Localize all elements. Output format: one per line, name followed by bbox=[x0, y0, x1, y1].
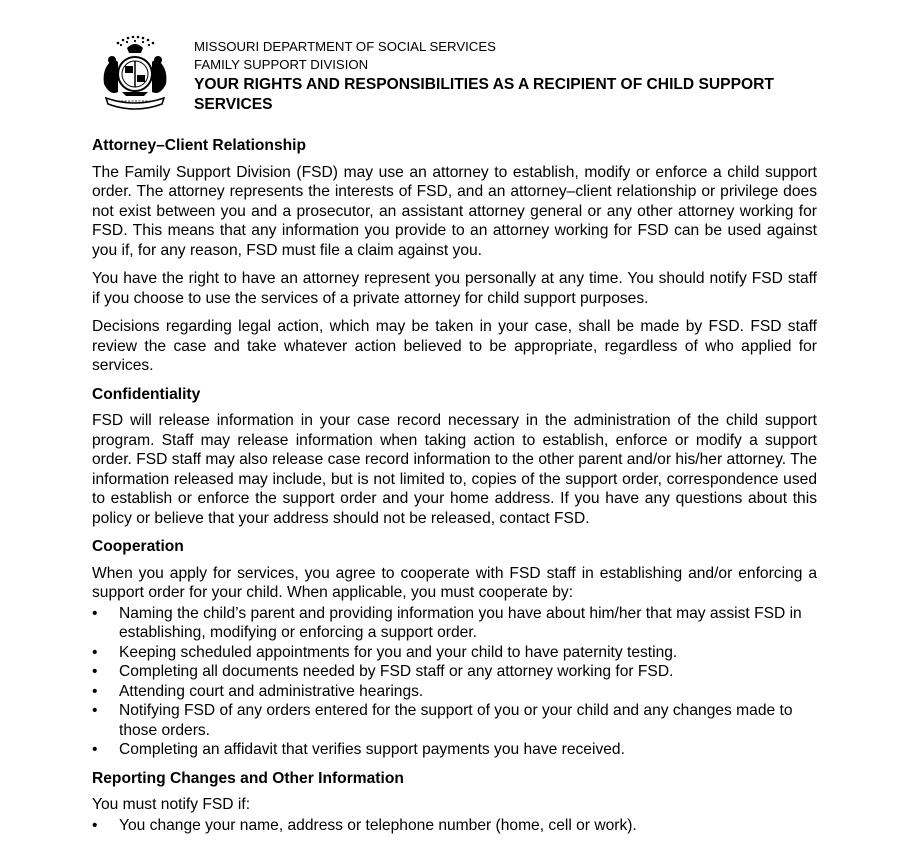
document-body bbox=[92, 136, 817, 844]
document-title: YOUR RIGHTS AND RESPONSIBILITIES AS A RECIPIENT OF CHILD SUPPORT SERVICES bbox=[194, 76, 774, 113]
bullet-icon: • bbox=[92, 682, 98, 700]
list-item bbox=[92, 682, 817, 702]
list-item bbox=[92, 643, 817, 663]
bullet-icon: • bbox=[92, 643, 98, 661]
bullet-icon: • bbox=[92, 604, 98, 622]
bullet-icon: • bbox=[92, 702, 98, 719]
bullet-icon: • bbox=[92, 741, 98, 758]
cooperation-list bbox=[92, 604, 817, 760]
reporting-list bbox=[92, 816, 817, 836]
section-heading-attorney: Attorney–Client Relationship bbox=[92, 137, 307, 154]
section-heading-reporting: Reporting Changes and Other Information bbox=[92, 769, 404, 787]
section-heading-cooperation: Cooperation bbox=[92, 538, 184, 555]
list-item bbox=[92, 662, 817, 682]
bullet-icon: • bbox=[92, 663, 98, 680]
list-item-text: Attending court and administrative hearings. bbox=[119, 682, 424, 700]
cooperation-intro: When you apply for services, you agree to cooperate with FSD staff in establishing and/or enforcing a support order for your child. When applicable, you must cooperate by: bbox=[92, 564, 817, 601]
missouri-state-seal-icon bbox=[100, 34, 170, 112]
list-item bbox=[92, 816, 817, 836]
division-name: FAMILY SUPPORT DIVISION bbox=[194, 56, 369, 72]
list-item-text: Notifying FSD of any orders entered for the support of you or your child and any changes made to those orders. bbox=[119, 702, 793, 739]
list-item bbox=[92, 604, 817, 643]
list-item bbox=[92, 701, 817, 740]
attorney-paragraph-1: The Family Support Division (FSD) may use an attorney to establish, modify or enforce a child support order. The attorney represents the interests of FSD, and an attorney–client relationship or privilege does not exist between you and a prosecutor, an assistant attorney general or any other attorney working for FSD. This means that any information you provide to an attorney working for FSD can be used against you if, for any reason, FSD must file a claim against you. bbox=[92, 163, 817, 259]
agency-name: MISSOURI DEPARTMENT OF SOCIAL SERVICES bbox=[194, 39, 496, 54]
bullet-icon: • bbox=[92, 816, 98, 834]
document-header bbox=[194, 38, 834, 115]
section-heading-confidentiality: Confidentiality bbox=[92, 385, 201, 403]
list-item-text: You change your name, address or telephone number (home, cell or work). bbox=[119, 816, 637, 834]
attorney-paragraph-2: You have the right to have an attorney represent you personally at any time. You should notify FSD staff if you choose to use the services of a private attorney for child support purposes. bbox=[92, 270, 817, 307]
reporting-intro: You must notify FSD if: bbox=[92, 796, 251, 813]
list-item-text: Completing an affidavit that verifies support payments you have received. bbox=[119, 741, 625, 758]
list-item-text: Naming the child’s parent and providing information you have about him/her that may assist FSD in establishing, modifying or enforcing a support order. bbox=[119, 604, 802, 641]
list-item-text: Keeping scheduled appointments for you and your child to have paternity testing. bbox=[119, 643, 678, 661]
list-item-text: Completing all documents needed by FSD staff or any attorney working for FSD. bbox=[119, 663, 674, 680]
list-item bbox=[92, 740, 817, 760]
attorney-paragraph-3: Decisions regarding legal action, which may be taken in your case, shall be made by FSD. FSD staff review the case and take whatever action believed to be appropriate, regardless of who applied for services. bbox=[92, 318, 817, 374]
confidentiality-paragraph: FSD will release information in your case record necessary in the administration of the child support program. Staff may release information when taking action to establish, enforce or modify a support order. FSD staff may also release case record information to the other parent and/or his/her attorney. The information released may include, but is not limited to, copies of the support order, correspondence used to establish or enforce the support order and your home address. If you have any questions about this policy or believe that your address should not be released, contact FSD. bbox=[92, 412, 817, 527]
